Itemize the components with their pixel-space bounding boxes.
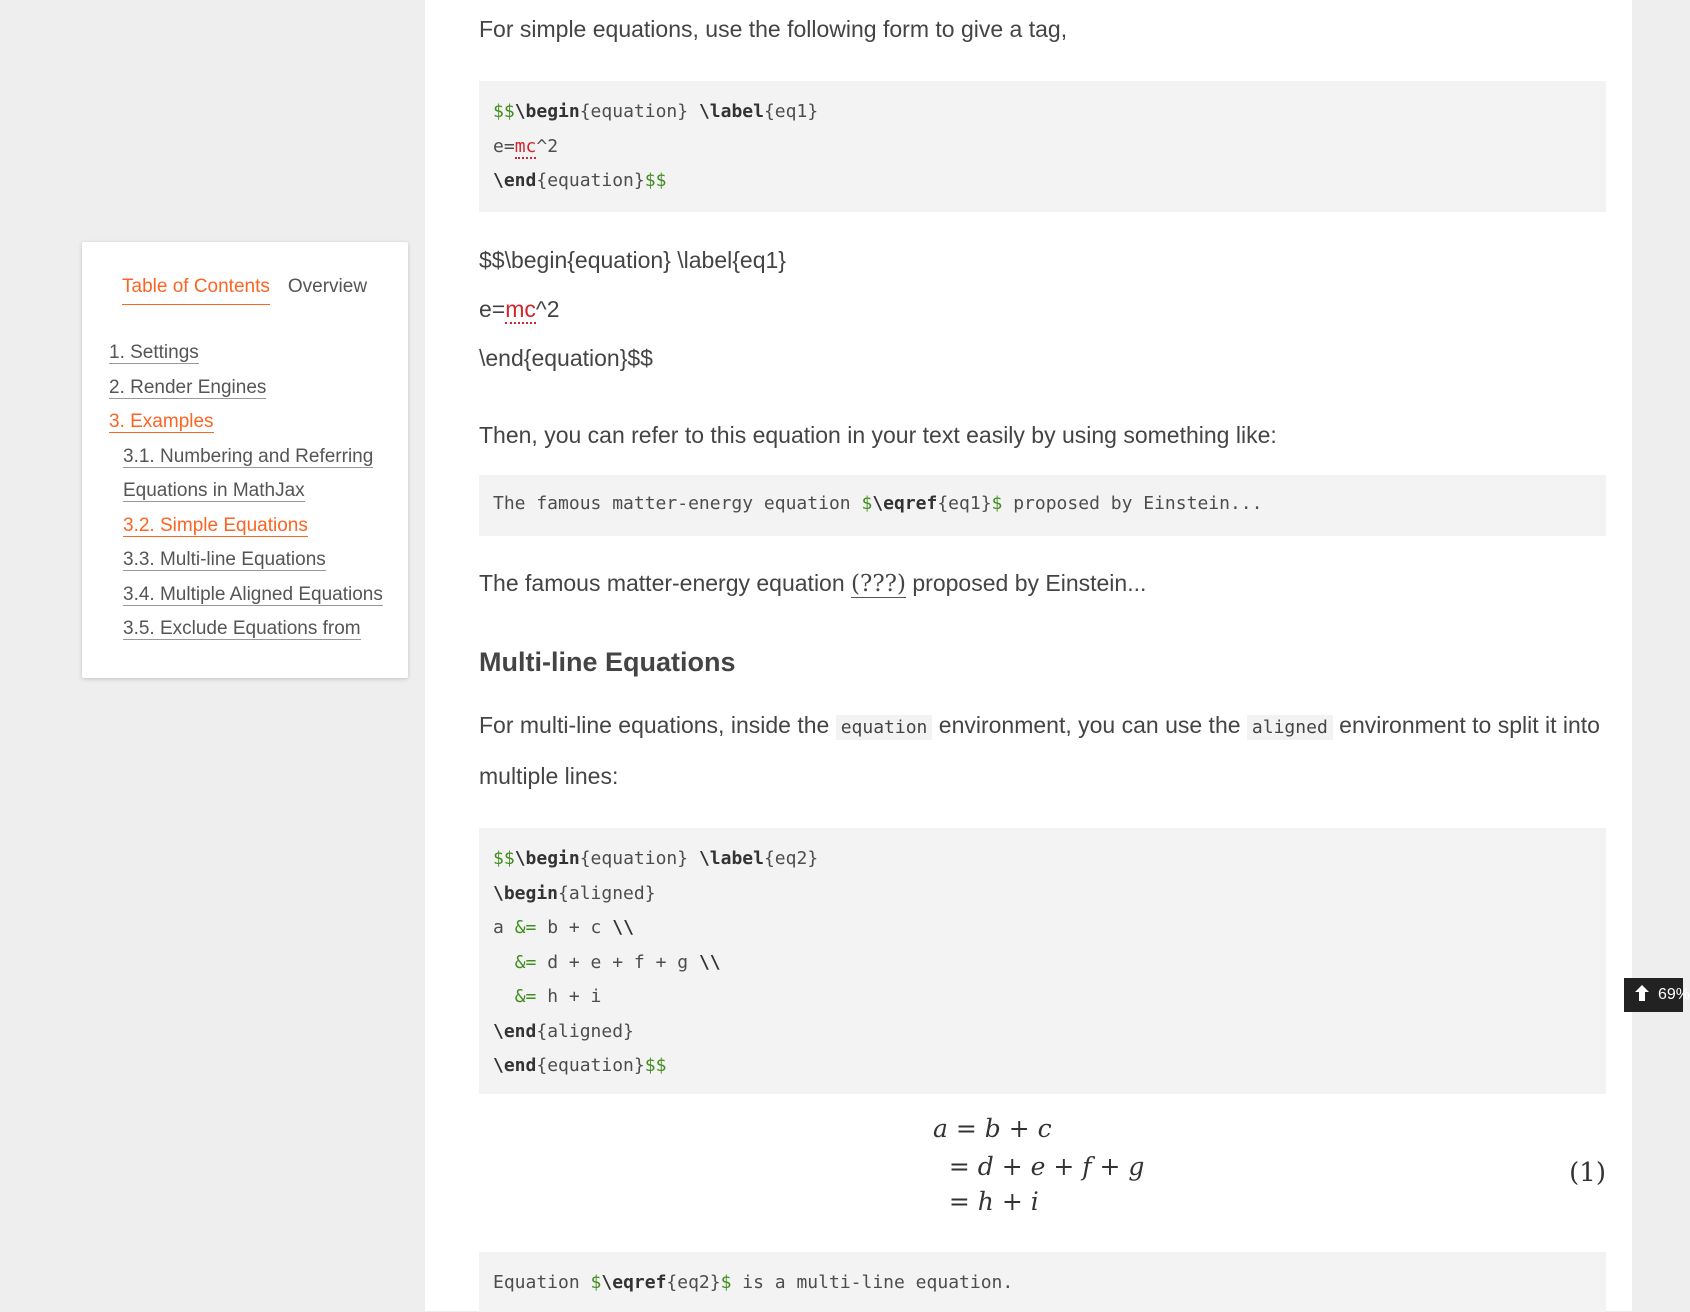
heading-multi-line-equations: Multi-line Equations (479, 647, 736, 677)
code-token: a (493, 917, 515, 938)
code-token: is a multi-line equation. (731, 1272, 1014, 1293)
multi-text: environment to split it into multiple lines: (479, 712, 1600, 789)
intro-paragraph: For simple equations, use the following form to give a tag, (479, 16, 1068, 42)
code-token: \eqref (601, 1272, 667, 1293)
toc-item-exclude (109, 612, 383, 647)
toc-link-examples[interactable]: 3. Examples (109, 411, 214, 432)
code-token: ^2 (536, 135, 559, 157)
code-token: {equation} (579, 101, 699, 122)
code-token: $$ (493, 101, 515, 122)
code-token: The famous matter-energy equation (493, 493, 862, 514)
code-token: $$ (493, 848, 515, 869)
code-token: {eq2} (763, 848, 819, 869)
tab-table-of-contents[interactable]: Table of Contents (122, 276, 270, 305)
math-line: = h + i (933, 1187, 1039, 1216)
toc-item-settings (109, 336, 383, 371)
code-token: $$ (644, 170, 667, 191)
code-token: \\ (612, 917, 634, 938)
famous-text: The famous matter-energy equation (479, 570, 852, 596)
code-token: &= (514, 951, 537, 973)
code-token: \\ (698, 951, 721, 973)
famous-text: proposed by Einstein... (906, 570, 1147, 596)
main-content (425, 0, 1632, 1311)
multi-text: For multi-line equations, inside the (479, 712, 836, 738)
code-token: \begin (514, 101, 580, 122)
toc-item-multiple-aligned (109, 578, 383, 613)
toc-link-numbering-cont[interactable]: Equations in MathJax (123, 480, 305, 501)
code-token: \begin (493, 882, 559, 904)
code-block-eq2[interactable] (479, 828, 1606, 1094)
rendered-line: \end{equation}$$ (479, 345, 653, 371)
toc-list (109, 336, 383, 647)
code-token: \end (493, 170, 537, 191)
rendered-math-eq2 (479, 1110, 1606, 1250)
code-token: $ (590, 1272, 602, 1293)
toc-item-numbering (109, 440, 383, 475)
toc-item-multi-line (109, 543, 383, 578)
code-token: {equation} (579, 848, 699, 869)
toc-link-simple-equations[interactable]: 3.2. Simple Equations (123, 514, 308, 536)
tab-overview[interactable]: Overview (287, 276, 368, 297)
toc-item-numbering-cont (109, 474, 383, 509)
code-token: $ (720, 1272, 732, 1293)
code-token: {eq1} (763, 101, 819, 122)
toc-tabs (122, 276, 367, 305)
rendered-line: $$\begin{equation} \label{eq1} (479, 247, 786, 273)
equation-number: (1) (1569, 1158, 1606, 1188)
code-token: \label (698, 848, 764, 869)
article-body (479, 0, 1606, 1312)
math-line: = d + e + f + g (933, 1152, 1145, 1181)
inline-code-aligned: aligned (1247, 715, 1333, 740)
code-token: $ (861, 493, 873, 514)
refer-paragraph: Then, you can refer to this equation in your text easily by using something like: (479, 422, 1277, 448)
toc-link-settings[interactable]: 1. Settings (109, 342, 199, 363)
inline-code-equation: equation (836, 715, 933, 740)
code-token: \label (698, 101, 764, 122)
sidebar-toc-panel (82, 242, 408, 678)
multi-line-paragraph (479, 701, 1606, 801)
code-token: {equation} (536, 170, 645, 191)
code-token: e= (493, 135, 515, 157)
rendered-token-error: mc (505, 296, 536, 322)
code-token: \end (493, 1020, 537, 1042)
code-token: \begin (514, 848, 580, 869)
rendered-token: ^2 (535, 296, 560, 322)
code-token: \end (493, 1055, 537, 1076)
code-token: proposed by Einstein... (1002, 493, 1263, 514)
toc-link-render-engines[interactable]: 2. Render Engines (109, 376, 267, 398)
toc-link-exclude[interactable]: 3.5. Exclude Equations from (123, 618, 361, 639)
rendered-eq1 (479, 236, 1606, 383)
code-token: {aligned} (558, 882, 656, 904)
equation-ref-link[interactable]: (???) (851, 571, 906, 597)
code-block-eq1[interactable] (479, 81, 1606, 212)
arrow-up-icon (1634, 984, 1650, 1007)
code-token: d + e + f + g (536, 951, 699, 973)
toc-item-simple-equations (109, 509, 383, 544)
toc-link-numbering[interactable]: 3.1. Numbering and Referring (123, 445, 374, 467)
toc-link-multi-line[interactable]: 3.3. Multi-line Equations (123, 549, 326, 570)
multi-text: environment, you can use the (932, 712, 1247, 738)
toc-link-multiple-aligned[interactable]: 3.4. Multiple Aligned Equations (123, 583, 383, 605)
code-token: &= (514, 917, 537, 938)
code-token: &= (514, 986, 537, 1007)
code-token (493, 952, 515, 973)
scroll-percent: 69% (1658, 986, 1690, 1003)
famous-paragraph (479, 559, 1606, 609)
code-token: b + c (536, 917, 613, 938)
rendered-token: e= (479, 296, 506, 322)
toc-item-render-engines (109, 371, 383, 406)
code-token: Equation (493, 1272, 591, 1293)
code-token: $$ (644, 1055, 667, 1076)
code-token-error: mc (514, 135, 537, 157)
toc-item-examples (109, 405, 383, 440)
math-line: a = b + c (933, 1114, 1052, 1143)
code-token: \eqref (872, 493, 938, 514)
code-token: {eq1} (937, 493, 992, 514)
code-token (493, 986, 515, 1007)
rendered-line (479, 285, 1606, 334)
code-block-eqref[interactable] (479, 475, 1606, 536)
code-token: {eq2} (666, 1272, 721, 1293)
code-token: {aligned} (536, 1020, 634, 1042)
back-to-top-button[interactable] (1624, 978, 1690, 1012)
code-block-eq2-ref[interactable] (479, 1252, 1606, 1312)
code-token: {equation} (536, 1055, 645, 1076)
code-token: $ (991, 493, 1003, 514)
code-token: h + i (536, 986, 602, 1007)
